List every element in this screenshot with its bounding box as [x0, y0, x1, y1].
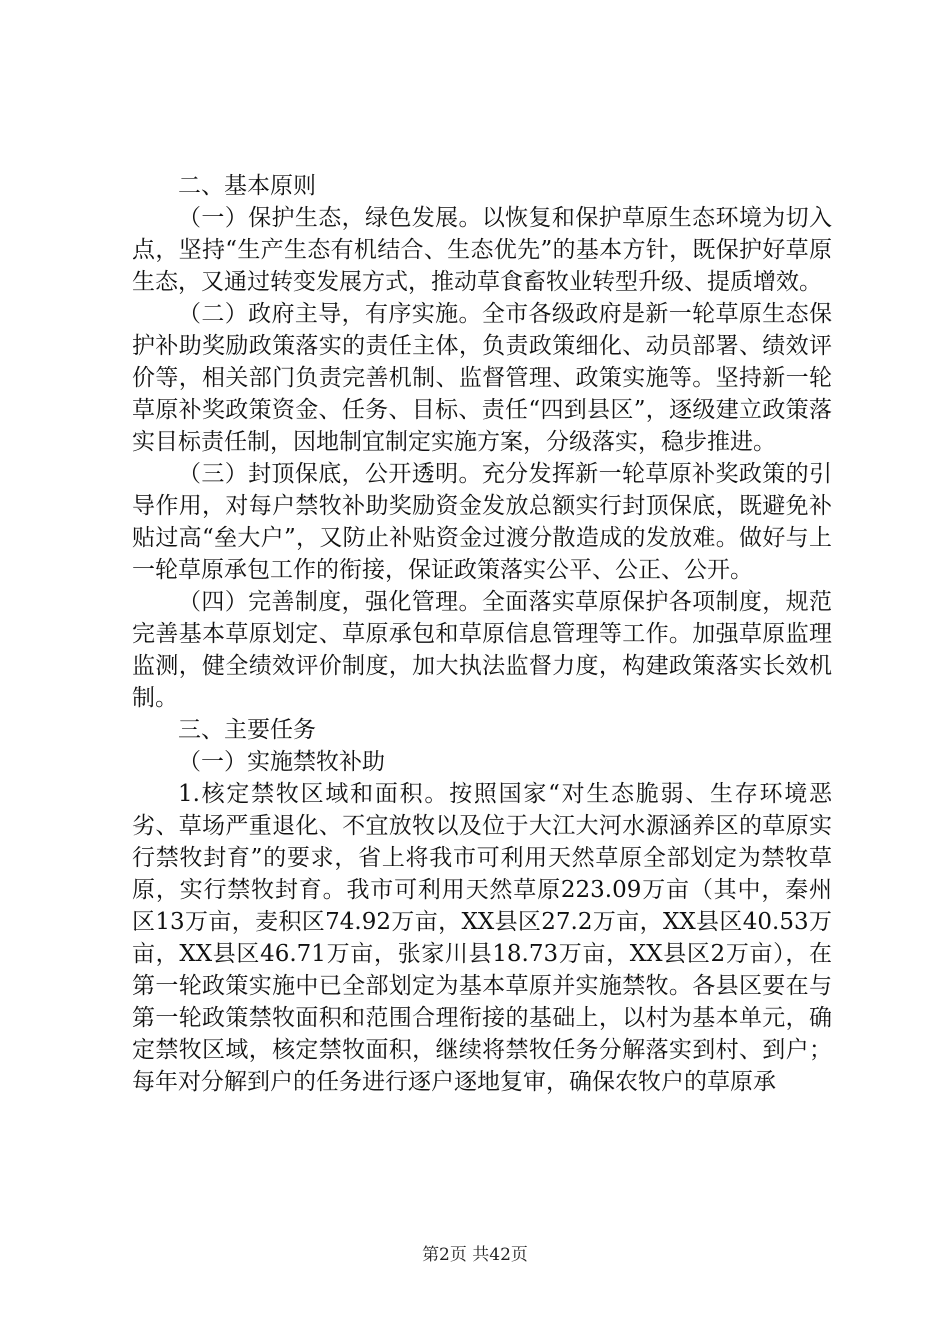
section-heading-basic-principles: 二、基本原则 — [178, 173, 316, 199]
document-body — [132, 170, 832, 1098]
page-footer: 第2页 共42页 — [422, 1245, 528, 1265]
paragraph-principle-2: （二）政府主导，有序实施。全市各级政府是新一轮草原生态保护补助奖励政策落实的责任主体，负责政策细化、动员部署、绩效评价等，相关部门负责完善机制、监督管理、政策实施等。坚持新一轮草原补奖政策资金、任务、目标、责任“四到县区”，逐级建立政策落实目标责任制，因地制宜制定实施方案，分级落实，稳步推进。 — [132, 301, 832, 455]
paragraph-principle-4: （四）完善制度，强化管理。全面落实草原保护各项制度，规范完善基本草原划定、草原承包和草原信息管理等工作。加强草原监理监测，健全绩效评价制度，加大执法监督力度，构建政策落实长效机制。 — [132, 589, 832, 711]
section-heading-main-tasks: 三、主要任务 — [178, 717, 316, 743]
paragraph-task-1: 1.核定禁牧区域和面积。按照国家“对生态脆弱、生存环境恶劣、草场严重退化、不宜放牧以及位于大江大河水源涵养区的草原实行禁牧封育”的要求，省上将我市可利用天然草原全部划定为禁牧草原，实行禁牧封育。我市可利用天然草原223.09万亩（其中，秦州区13万亩，麦积区74.92万亩，XX县区27.2万亩，XX县区40.53万亩，XX县区46.71万亩，张家川县18.73万亩，XX县区2万亩），在第一轮政策实施中已全部划定为基本草原并实施禁牧。各县区要在与第一轮政策禁牧面积和范围合理衔接的基础上，以村为基本单元，确定禁牧区域，核定禁牧面积，继续将禁牧任务分解落实到村、到户；每年对分解到户的任务进行逐户逐地复审，确保农牧户的草原承 — [132, 781, 832, 1095]
paragraph-principle-1: （一）保护生态，绿色发展。以恢复和保护草原生态环境为切入点，坚持“生产生态有机结合、生态优先”的基本方针，既保护好草原生态，又通过转变发展方式，推动草食畜牧业转型升级、提质增效。 — [132, 205, 832, 295]
subsection-heading-grazing-ban: （一）实施禁牧补助 — [178, 749, 385, 775]
paragraph-principle-3: （三）封顶保底，公开透明。充分发挥新一轮草原补奖政策的引导作用，对每户禁牧补助奖励资金发放总额实行封顶保底，既避免补贴过高“垒大户”，又防止补贴资金过渡分散造成的发放难。做好与上一轮草原承包工作的衔接，保证政策落实公平、公正、公开。 — [132, 461, 832, 583]
